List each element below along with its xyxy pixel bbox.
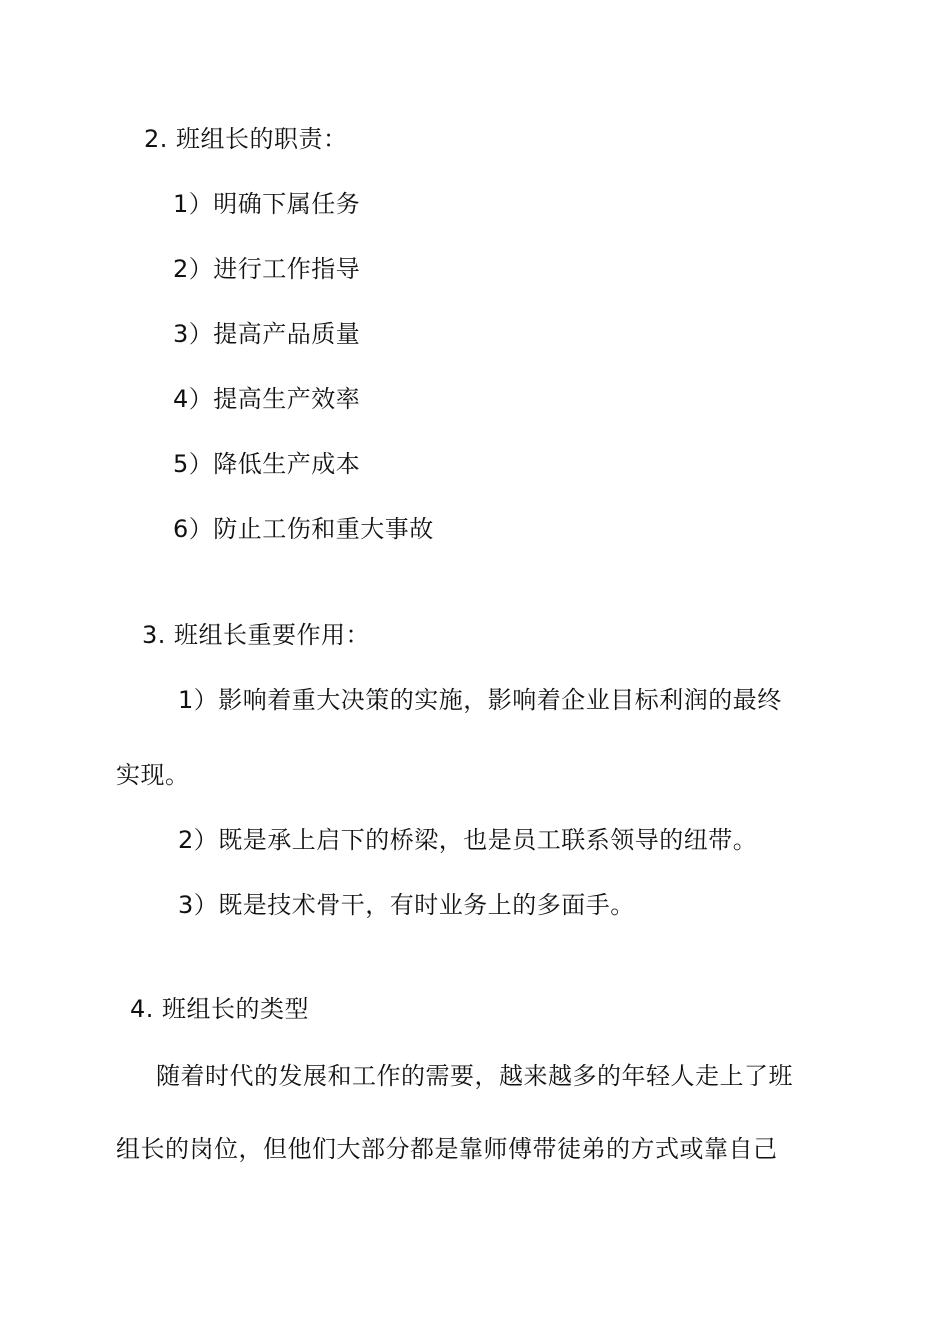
role-item-1-line-1: 1）影响着重大决策的实施，影响着企业目标利润的最终 xyxy=(178,686,782,714)
duty-item-6: 6）防止工伤和重大事故 xyxy=(173,515,434,543)
section-4-heading: 4. 班组长的类型 xyxy=(130,995,310,1023)
role-item-3: 3）既是技术骨干，有时业务上的多面手。 xyxy=(178,891,635,919)
role-item-2: 2）既是承上启下的桥梁，也是员工联系领导的纽带。 xyxy=(178,826,758,854)
paragraph-line-2: 组长的岗位，但他们大部分都是靠师傅带徒弟的方式或靠自己 xyxy=(116,1135,778,1163)
role-item-1-line-2: 实现。 xyxy=(116,761,190,789)
paragraph-line-1: 随着时代的发展和工作的需要，越来越多的年轻人走上了班 xyxy=(156,1062,793,1090)
duty-item-2: 2）进行工作指导 xyxy=(173,255,361,283)
duty-item-5: 5）降低生产成本 xyxy=(173,450,361,478)
duty-item-1: 1）明确下属任务 xyxy=(173,190,361,218)
section-3-heading: 3. 班组长重要作用： xyxy=(142,621,371,649)
duty-item-3: 3）提高产品质量 xyxy=(173,320,361,348)
section-2-heading: 2. 班组长的职责： xyxy=(144,125,348,153)
duty-item-4: 4）提高生产效率 xyxy=(173,385,361,413)
